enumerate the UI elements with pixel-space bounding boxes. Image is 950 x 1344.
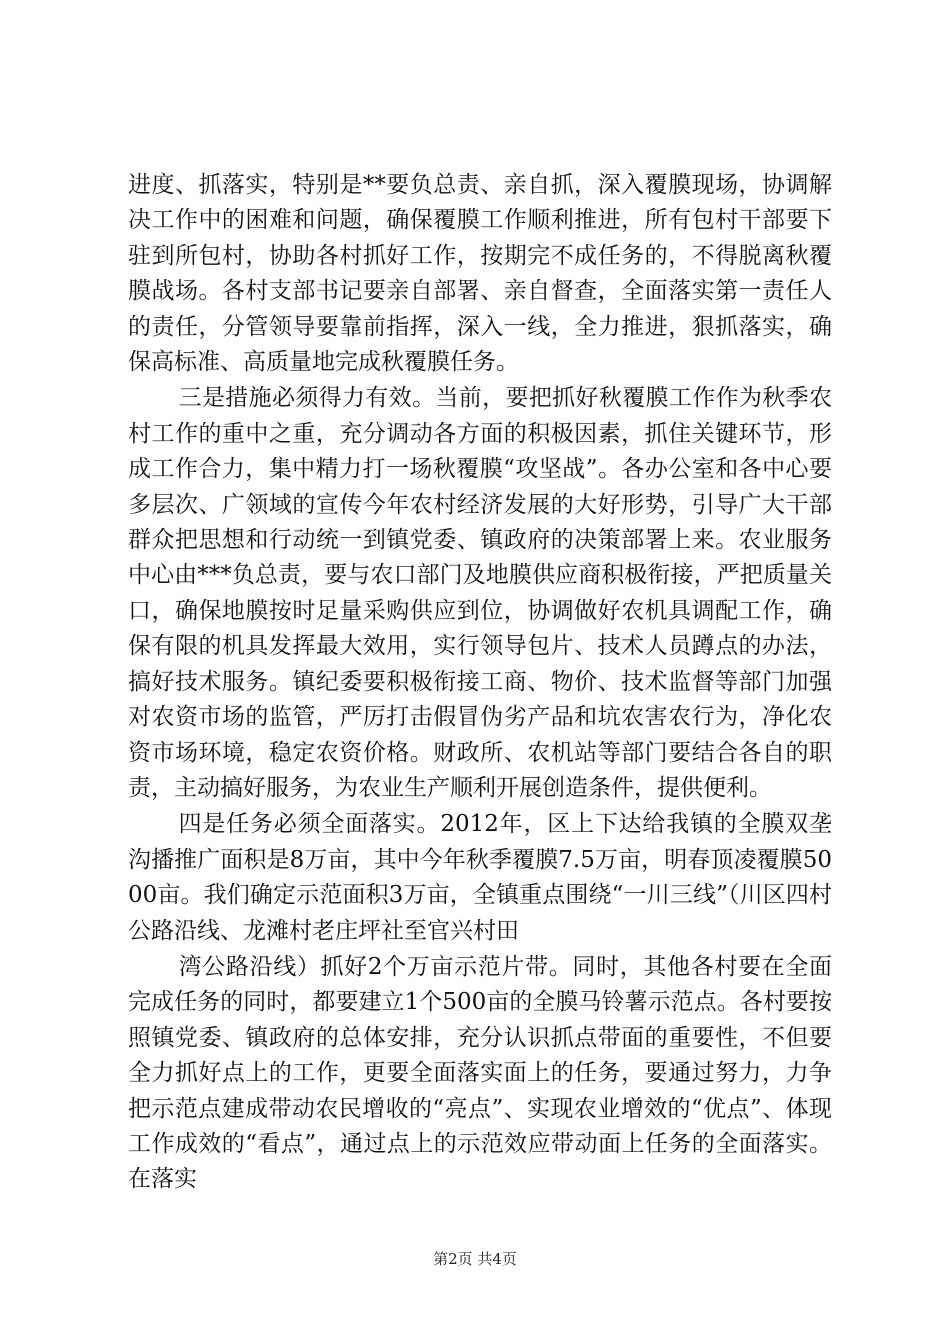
paragraph-2: 三是措施必须得力有效。当前，要把抓好秋覆膜工作作为秋季农村工作的重中之重，充分调动各方面的积极因素，抓住关键环节，形成工作合力，集中精力打一场秋覆膜“攻坚战”。各办公室和各中心要多层次、广领域的宣传今年农村经济发展的大好形势，引导广大干部群众把思想和行动统一到镇党委、镇政府的决策部署上来。农业服务中心由***负总责，要与农口部门及地膜供应商积极衔接，严把质量关口，确保地膜按时足量采购供应到位，协调做好农机具调配工作，确保有限的机具发挥最大效用，实行领导包片、技术人员蹲点的办法，搞好技术服务。镇纪委要积极衔接工商、物价、技术监督等部门加强对农资市场的监管，严厉打击假冒伪劣产品和坑农害农行为，净化农资市场环境，稳定农资价格。财政所、农机站等部门要结合各自的职责，主动搞好服务，为农业生产顺利开展创造条件，提供便利。 — [128, 385, 832, 801]
paragraph-4: 湾公路沿线）抓好2个万亩示范片带。同时，其他各村要在全面完成任务的同时，都要建立1个500亩的全膜马铃薯示范点。各村要按照镇党委、镇政府的总体安排，充分认识抓点带面的重要性，不但要全力抓好点上的工作，更要全面落实面上的任务，要通过努力，力争把示范点建成带动农民增收的“亮点”、实现农业增效的“优点”、体现工作成效的“看点”，通过点上的示范效应带动面上任务的全面落实。在落实 — [128, 953, 832, 1193]
paragraph-1: 进度、抓落实，特别是**要负总责、亲自抓，深入覆膜现场，协调解决工作中的困难和问题，确保覆膜工作顺利推进，所有包村干部要下驻到所包村，协助各村抓好工作，按期完不成任务的，不得脱离秋覆膜战场。各村支部书记要亲自部署、亲自督查，全面落实第一责任人的责任，分管领导要靠前指挥，深入一线，全力推进，狠抓落实，确保高标准、高质量地完成秋覆膜任务。 — [128, 172, 832, 376]
paragraph-3: 四是任务必须全面落实。2012年，区上下达给我镇的全膜双垄沟播推广面积是8万亩，其中今年秋季覆膜7.5万亩，明春顶凌覆膜5000亩。我们确定示范面积3万亩，全镇重点围绕“一川三线”（川区四村公路沿线、龙滩村老庄坪社至官兴村田 — [128, 811, 832, 944]
page-footer: 第2页 共4页 — [433, 1250, 517, 1268]
body-text — [128, 168, 832, 1198]
